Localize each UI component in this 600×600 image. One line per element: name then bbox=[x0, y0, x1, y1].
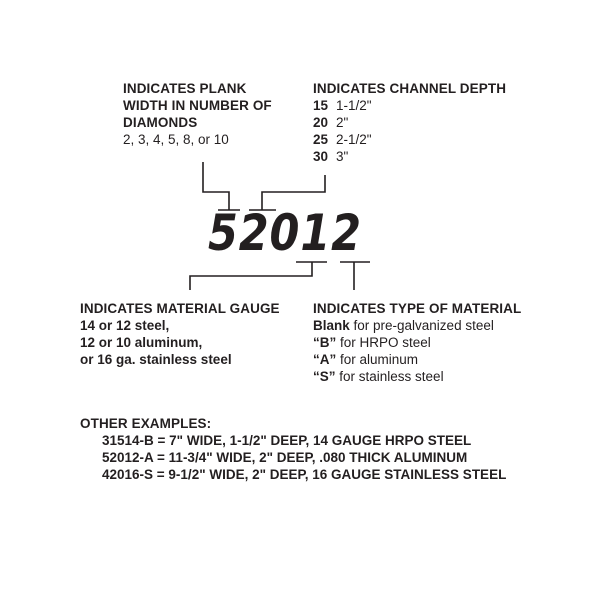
material-code: Blank bbox=[313, 318, 350, 333]
depth-code: 15 bbox=[313, 98, 329, 113]
gauge-line: 12 or 10 aluminum, bbox=[80, 335, 203, 350]
plank-values: 2, 3, 4, 5, 8, or 10 bbox=[123, 132, 229, 147]
material-gauge-callout bbox=[80, 300, 310, 368]
plank-heading-line1: INDICATES PLANK bbox=[123, 81, 247, 96]
depth-value: 2" bbox=[336, 115, 349, 130]
depth-value: 1-1/2" bbox=[336, 98, 372, 113]
depth-value: 3" bbox=[336, 149, 349, 164]
material-desc: for aluminum bbox=[336, 352, 419, 367]
plank-heading-line3: DIAMONDS bbox=[123, 115, 198, 130]
material-type-callout bbox=[313, 300, 553, 385]
depth-code: 30 bbox=[313, 149, 329, 164]
material-row bbox=[313, 351, 553, 368]
material-desc: for HRPO steel bbox=[336, 335, 431, 350]
example-row: 42016-S = 9-1/2" WIDE, 2" DEEP, 16 GAUGE STAINLESS STEEL bbox=[102, 467, 507, 482]
part-number: 52012 bbox=[208, 204, 362, 262]
other-examples bbox=[80, 415, 580, 483]
material-row bbox=[313, 334, 553, 351]
gauge-line: 14 or 12 steel, bbox=[80, 318, 170, 333]
depth-code: 25 bbox=[313, 132, 329, 147]
depth-row bbox=[313, 114, 543, 131]
plank-width-callout bbox=[123, 80, 313, 148]
material-code: “B” bbox=[313, 335, 337, 350]
gauge-leader-line bbox=[190, 262, 312, 290]
depth-row bbox=[313, 97, 543, 114]
depth-code: 20 bbox=[313, 115, 329, 130]
material-heading: INDICATES TYPE OF MATERIAL bbox=[313, 301, 522, 316]
example-row: 52012-A = 11-3/4" WIDE, 2" DEEP, .080 THICK ALUMINUM bbox=[102, 450, 468, 465]
depth-row bbox=[313, 148, 543, 165]
examples-heading: OTHER EXAMPLES: bbox=[80, 416, 212, 431]
gauge-line: or 16 ga. stainless steel bbox=[80, 352, 232, 367]
plank-heading-line2: WIDTH IN NUMBER OF bbox=[123, 98, 272, 113]
material-row bbox=[313, 317, 553, 334]
material-desc: for stainless steel bbox=[335, 369, 444, 384]
depth-row bbox=[313, 131, 543, 148]
gauge-heading: INDICATES MATERIAL GAUGE bbox=[80, 301, 280, 316]
example-row: 31514-B = 7" WIDE, 1-1/2" DEEP, 14 GAUGE HRPO STEEL bbox=[102, 433, 472, 448]
material-code: “A” bbox=[313, 352, 337, 367]
depth-value: 2-1/2" bbox=[336, 132, 372, 147]
channel-depth-callout bbox=[313, 80, 543, 165]
material-desc: for pre-galvanized steel bbox=[349, 318, 494, 333]
depth-heading: INDICATES CHANNEL DEPTH bbox=[313, 81, 507, 96]
material-row bbox=[313, 368, 553, 385]
material-code: “S” bbox=[313, 369, 336, 384]
